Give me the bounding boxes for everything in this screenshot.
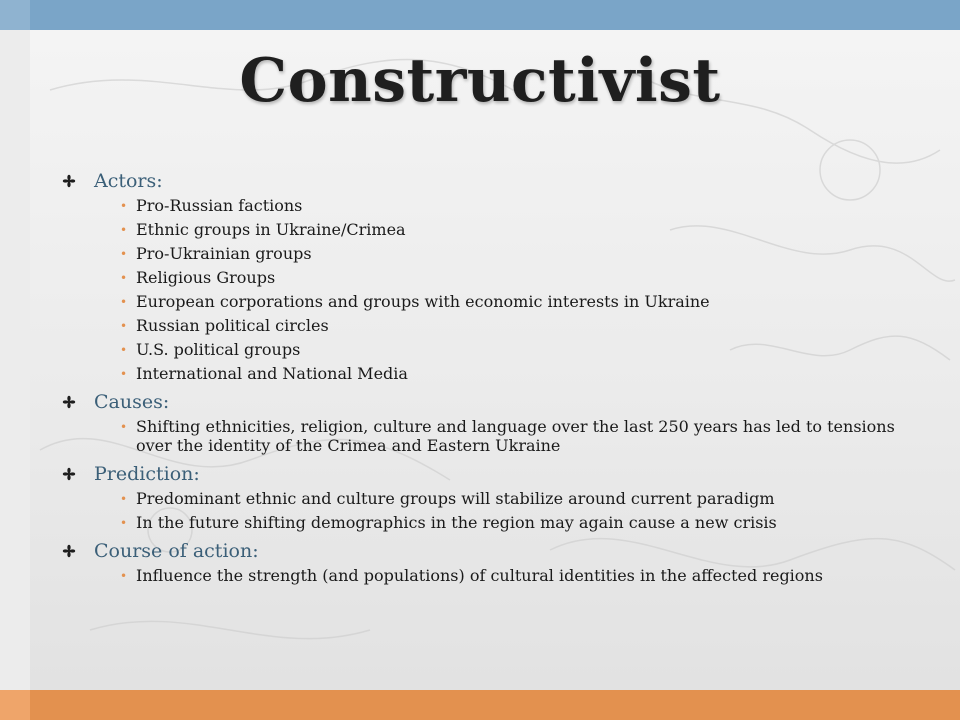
bullet-item xyxy=(120,364,922,383)
bullet-list xyxy=(62,196,922,383)
bullet-text: Pro-Ukrainian groups xyxy=(136,244,312,263)
bullet-dot-icon: • xyxy=(120,516,128,530)
bullet-item xyxy=(120,489,922,508)
section-heading xyxy=(62,170,922,192)
bullet-dot-icon: • xyxy=(120,247,128,261)
section-label: Prediction: xyxy=(94,463,200,485)
section-label: Actors: xyxy=(94,170,163,192)
bullet-dot-icon: • xyxy=(120,223,128,237)
bullet-item xyxy=(120,513,922,532)
section-3 xyxy=(62,540,922,585)
bullet-item xyxy=(120,292,922,311)
bullet-dot-icon: • xyxy=(120,295,128,309)
bullet-text: U.S. political groups xyxy=(136,340,301,359)
bullet-item xyxy=(120,244,922,263)
bullet-dot-icon: • xyxy=(120,569,128,583)
bullet-text: International and National Media xyxy=(136,364,408,383)
slide-title: Constructivist xyxy=(239,46,721,116)
four-petal-flower-icon xyxy=(62,394,76,408)
bullet-item xyxy=(120,417,922,455)
top-accent-bar xyxy=(30,0,960,30)
section-0 xyxy=(62,170,922,383)
bullet-dot-icon: • xyxy=(120,319,128,333)
bullet-item xyxy=(120,566,922,585)
bullet-text: European corporations and groups with economic interests in Ukraine xyxy=(136,292,710,311)
four-petal-flower-icon xyxy=(62,466,76,480)
bottom-accent-block xyxy=(0,690,30,720)
section-label: Causes: xyxy=(94,391,170,413)
bullet-item xyxy=(120,316,922,335)
bullet-text: Predominant ethnic and culture groups will stabilize around current paradigm xyxy=(136,489,775,508)
bullet-dot-icon: • xyxy=(120,343,128,357)
slide-content xyxy=(62,170,922,593)
section-heading xyxy=(62,391,922,413)
bullet-dot-icon: • xyxy=(120,271,128,285)
bullet-text: Russian political circles xyxy=(136,316,329,335)
top-accent-block xyxy=(0,0,30,30)
four-petal-flower-icon xyxy=(62,543,76,557)
bullet-text: Pro-Russian factions xyxy=(136,196,303,215)
bullet-text: Shifting ethnicities, religion, culture and language over the last 250 years has led to tensions over the identity of the Crimea and Eastern Ukraine xyxy=(136,417,895,455)
section-label: Course of action: xyxy=(94,540,259,562)
four-petal-flower-icon xyxy=(62,173,76,187)
section-2 xyxy=(62,463,922,532)
bullet-list xyxy=(62,417,922,455)
bullet-item xyxy=(120,220,922,239)
bullet-text: In the future shifting demographics in the region may again cause a new crisis xyxy=(136,513,777,532)
bullet-list xyxy=(62,566,922,585)
bullet-text: Religious Groups xyxy=(136,268,276,287)
bullet-dot-icon: • xyxy=(120,367,128,381)
section-1 xyxy=(62,391,922,455)
bullet-list xyxy=(62,489,922,532)
bullet-dot-icon: • xyxy=(120,492,128,506)
section-heading xyxy=(62,463,922,485)
bullet-text: Influence the strength (and populations) of cultural identities in the affected regions xyxy=(136,566,823,585)
section-heading xyxy=(62,540,922,562)
bullet-item xyxy=(120,268,922,287)
bottom-accent-bar xyxy=(30,690,960,720)
bullet-dot-icon: • xyxy=(120,420,128,434)
bullet-item xyxy=(120,196,922,215)
bullet-dot-icon: • xyxy=(120,199,128,213)
bullet-item xyxy=(120,340,922,359)
bullet-text: Ethnic groups in Ukraine/Crimea xyxy=(136,220,406,239)
